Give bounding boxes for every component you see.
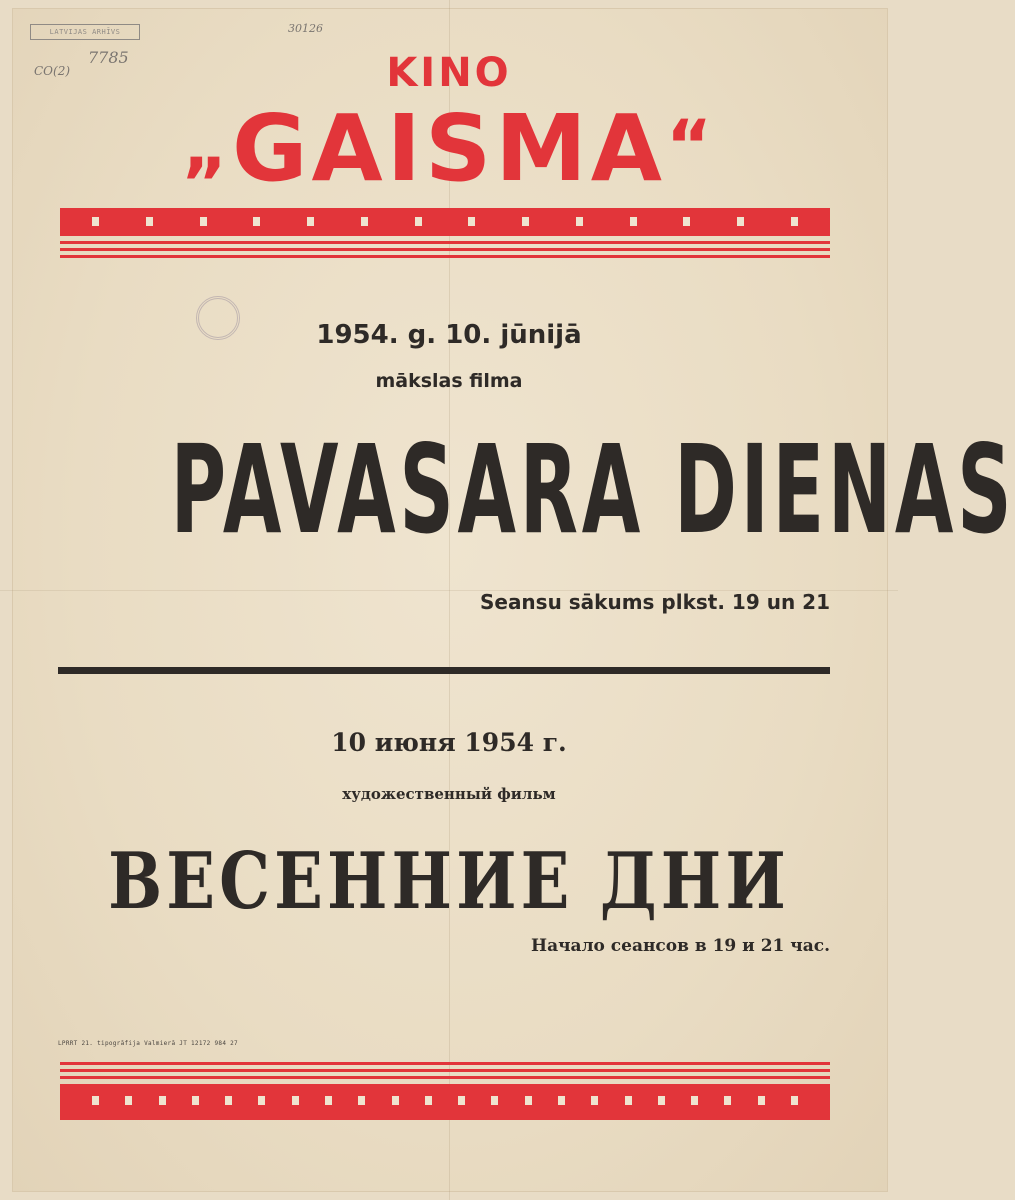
sprocket-hole: [92, 1096, 99, 1105]
film-type-ru: художественный фильм: [342, 785, 556, 803]
screening-date-ru: 10 июня 1954 г.: [331, 728, 567, 757]
sprocket-hole: [192, 1096, 199, 1105]
sprocket-hole: [159, 1096, 166, 1105]
film-strip-top: [60, 208, 830, 260]
sprocket-hole: [758, 1096, 765, 1105]
film-title-ru: ВЕСЕННИЕ ДНИ: [108, 836, 790, 927]
film-strip-line: [60, 255, 830, 258]
sprocket-hole: [468, 217, 475, 226]
sprocket-hole: [200, 217, 207, 226]
sprocket-hole: [415, 217, 422, 226]
archive-side-note: CO(2): [34, 64, 71, 78]
sprocket-hole: [146, 217, 153, 226]
cinema-name-text: GAISMA: [232, 95, 666, 202]
sprocket-hole: [358, 1096, 365, 1105]
sessions-lv: Seansu sākums plkst. 19 un 21: [479, 590, 830, 614]
cinema-name: [0, 95, 898, 202]
film-title-lv: PAVASARA DIENAS: [170, 419, 1015, 561]
sprocket-hole: [361, 217, 368, 226]
sprocket-hole: [225, 1096, 232, 1105]
sprocket-hole: [425, 1096, 432, 1105]
sprocket-hole: [125, 1096, 132, 1105]
film-strip-line: [60, 1069, 830, 1072]
sprocket-hole: [491, 1096, 498, 1105]
printer-imprint: LPRRT 21. tipogrāfija Valmierā JT 12172 984 27: [58, 1040, 238, 1047]
language-divider: [58, 667, 830, 674]
sprocket-hole: [625, 1096, 632, 1105]
kino-label: KINO: [386, 50, 512, 96]
film-strip-line: [60, 248, 830, 251]
film-type-lv: mākslas filma: [375, 370, 523, 392]
sprocket-hole: [791, 217, 798, 226]
sprocket-hole: [392, 1096, 399, 1105]
sprocket-hole: [258, 1096, 265, 1105]
film-strip-line: [60, 241, 830, 244]
sprocket-hole: [325, 1096, 332, 1105]
sprocket-hole: [683, 217, 690, 226]
sprocket-hole: [292, 1096, 299, 1105]
film-strip-bottom: [60, 1062, 830, 1122]
sprocket-hole: [691, 1096, 698, 1105]
sprocket-hole: [525, 1096, 532, 1105]
sprocket-hole: [630, 217, 637, 226]
inventory-number: 7785: [88, 48, 129, 67]
sprocket-hole: [307, 217, 314, 226]
sprocket-hole: [791, 1096, 798, 1105]
sprocket-hole: [522, 217, 529, 226]
quote-close: “: [665, 105, 716, 187]
archive-stamp: LATVIJAS ARHĪVS: [30, 24, 140, 40]
sprocket-hole: [658, 1096, 665, 1105]
screening-date-lv: 1954. g. 10. jūnijā: [316, 320, 582, 350]
sessions-ru: Начало сеансов в 19 и 21 час.: [531, 936, 830, 956]
archive-code: 30126: [288, 22, 323, 35]
sprocket-hole: [737, 217, 744, 226]
quote-open: „: [182, 105, 233, 187]
film-strip-holes: [60, 1096, 830, 1105]
film-strip-holes: [60, 217, 830, 226]
film-strip-line: [60, 1062, 830, 1065]
sprocket-hole: [92, 217, 99, 226]
sprocket-hole: [558, 1096, 565, 1105]
sprocket-hole: [253, 217, 260, 226]
sprocket-hole: [591, 1096, 598, 1105]
sprocket-hole: [458, 1096, 465, 1105]
sprocket-hole: [724, 1096, 731, 1105]
film-strip-line: [60, 1076, 830, 1079]
sprocket-hole: [576, 217, 583, 226]
